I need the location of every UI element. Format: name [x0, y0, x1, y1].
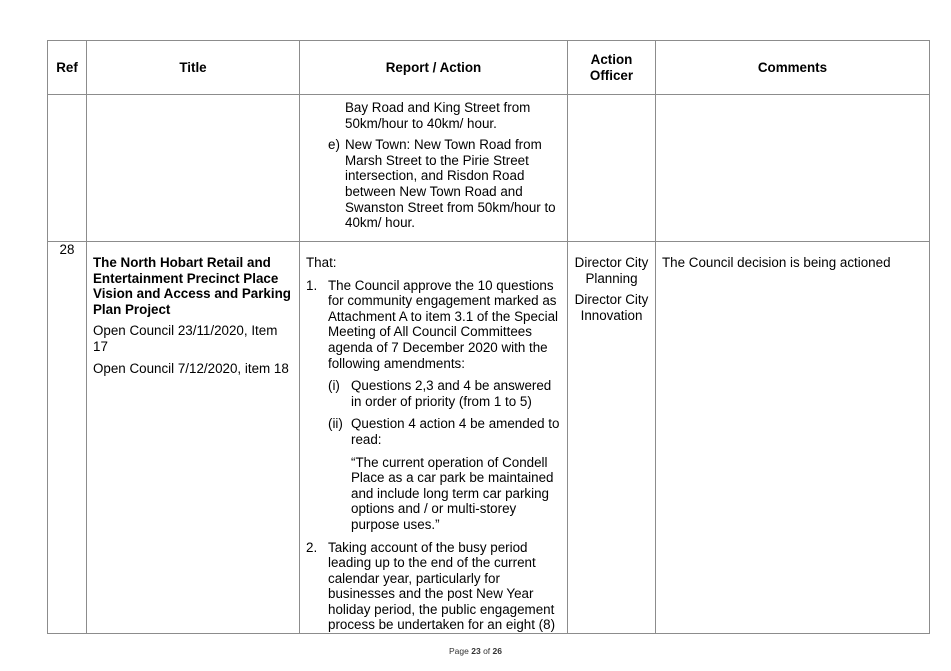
list-item: (ii) Question 4 action 4 be amended to read: [328, 416, 560, 447]
header-title: Title [87, 41, 300, 95]
sub-item-2-text: Question 4 action 4 be amended to read: [351, 416, 560, 447]
amendment-quote: “The current operation of Condell Place as a car park be maintained and include long term car parking options and / or multi-storey purpose uses.” [351, 454, 554, 532]
report-intro: That: [306, 255, 337, 270]
page-total: 26 [492, 646, 502, 656]
ref-number: 28 [48, 242, 87, 634]
item-2-text: Taking account of the busy period leading up to the end of the current calendar year, particularly for businesses and the post New Year holiday period, the public engagement process be undertaken for an eight (8) [328, 539, 556, 633]
header-ref: Ref [48, 41, 87, 95]
header-report: Report / Action [300, 41, 568, 95]
header-row [48, 41, 930, 95]
page-footer: Page 23 of 26 [448, 646, 502, 656]
title-cell [87, 242, 300, 634]
item-marker: e) [328, 137, 340, 153]
sub-item-1-text: Questions 2,3 and 4 be answered in order of priority (from 1 to 5) [351, 378, 552, 409]
comment-text: The Council decision is being actioned [662, 255, 891, 270]
continued-report-cell [300, 95, 568, 242]
meeting-ref-2: Open Council 7/12/2020, item 18 [93, 360, 289, 376]
list-item [328, 137, 561, 231]
officer-2: Director City Innovation [574, 292, 649, 323]
comments-cell [656, 242, 930, 634]
report-cell [300, 242, 568, 634]
continued-lead-line: Bay Road and King Street from 50km/hour to 40km/ hour. [345, 100, 531, 131]
item-1-text: The Council approve the 10 questions for community engagement marked as Attachment A to item 3.1 of the Special Meeting of All Council Committees agenda of 7 December 2020 with the following amendments: [328, 277, 559, 371]
officer-1: Director City Planning [574, 255, 649, 286]
header-officer: Action Officer [568, 41, 656, 95]
item-text: New Town: New Town Road from Marsh Street to the Pirie Street intersection, and Risdon Road between New Town Road and Swanston Street from 50km/hour to 40km/ hour. [345, 137, 556, 231]
list-item: (i) Questions 2,3 and 4 be answered in order of priority (from 1 to 5) [328, 378, 561, 409]
header-comments: Comments [656, 41, 930, 95]
officer-cell [568, 242, 656, 634]
action-table [47, 40, 930, 634]
table-row-28 [48, 242, 930, 634]
table-row-continued [48, 95, 930, 242]
list-item: 2. Taking account of the busy period leading up to the end of the current calendar year, particularly for businesses and the post New Year holiday period, the public engagement process be undertaken for an eight (8) [306, 540, 561, 634]
project-title: The North Hobart Retail and Entertainment Precinct Place Vision and Access and Parking Plan Project [93, 255, 291, 317]
list-item: 1. The Council approve the 10 questions for community engagement marked as Attachment A to item 3.1 of the Special Meeting of All Council Committees agenda of 7 December 2020 with the following amendments: [306, 278, 561, 372]
page-number: 23 [471, 646, 481, 656]
meeting-ref-1: Open Council 23/11/2020, Item 17 [93, 323, 278, 354]
